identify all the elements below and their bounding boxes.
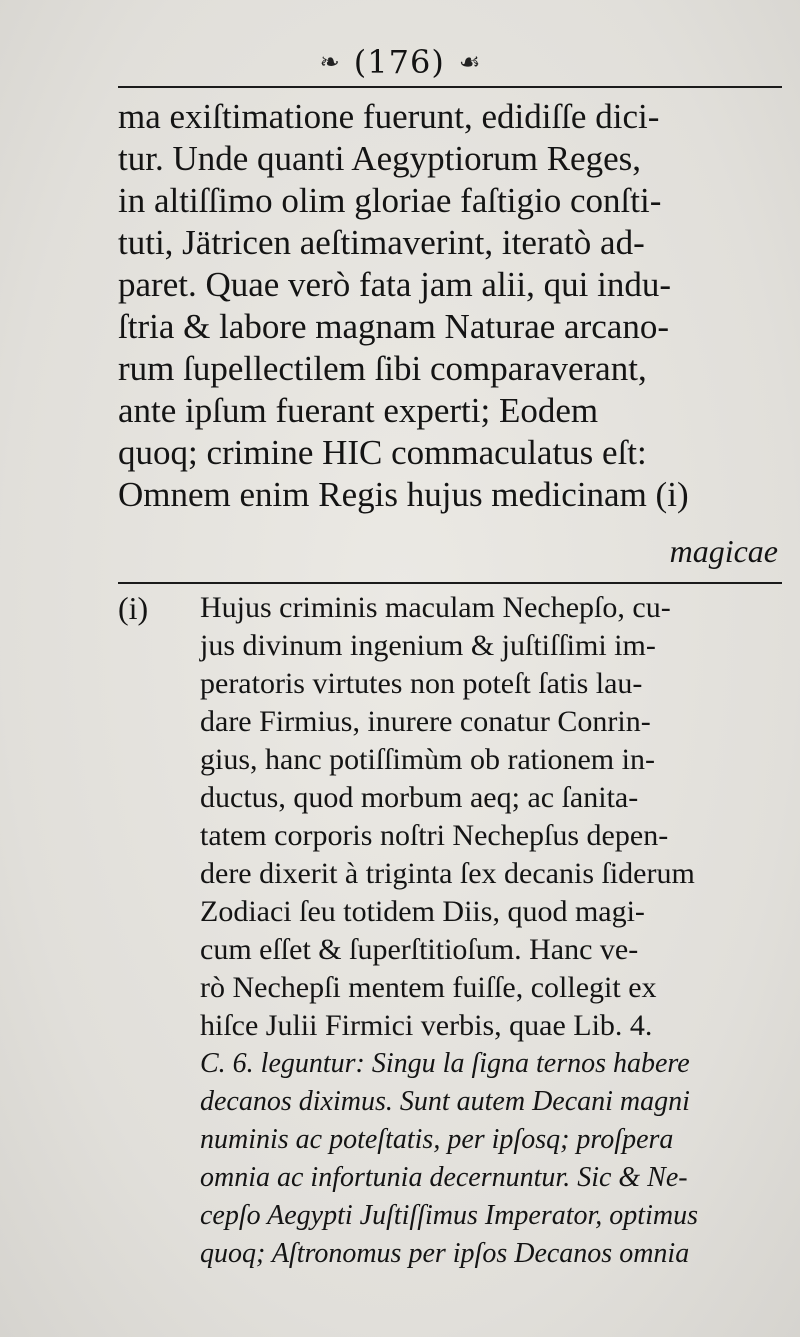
footnote-line: decanos diximus. Sunt autem Decani magni bbox=[200, 1086, 690, 1117]
footnote-line: C. 6. leguntur: Singu la ſigna ternos habere bbox=[200, 1048, 690, 1079]
footnote-line: peratoris virtutes non poteſt ſatis lau- bbox=[200, 667, 643, 700]
footnote-line: dere dixerit à triginta ſex decanis ſiderum bbox=[200, 857, 695, 890]
footnote-line: ductus, quod morbum aeq; ac ſanita- bbox=[200, 781, 639, 814]
footnote-line: dare Firmius, inurere conatur Conrin- bbox=[200, 705, 651, 738]
footnote-line: jus divinum ingenium & juſtiſſimi im- bbox=[200, 629, 656, 662]
page-header bbox=[0, 42, 800, 82]
header-rule bbox=[118, 86, 782, 88]
footnote-line: tatem corporis noſtri Nechepſus depen- bbox=[200, 819, 669, 852]
footnote-marker: (i) bbox=[118, 590, 149, 626]
footnote-line: quoq; Aſtronomus per ipſos Decanos omnia bbox=[200, 1238, 690, 1269]
ornament-right: ☙ bbox=[458, 48, 481, 76]
footnote-line: Hujus criminis maculam Nechepſo, cu- bbox=[200, 591, 671, 624]
text-line: in altiſſimo olim gloriae faſtigio conſti- bbox=[118, 181, 662, 220]
text-line: ma exiſtimatione fuerunt, edidiſſe dici- bbox=[118, 97, 660, 136]
text-line: tur. Unde quanti Aegyptiorum Reges, bbox=[118, 139, 641, 178]
footnote-line: cum eſſet & ſuperſtitioſum. Hanc ve- bbox=[200, 933, 639, 966]
text-line: quoq; crimine HIC commaculatus eſt: bbox=[118, 433, 647, 472]
footnote-line: omnia ac infortunia decernuntur. Sic & Ne- bbox=[200, 1162, 688, 1193]
footnote-rule bbox=[118, 582, 782, 584]
text-line: Omnem enim Regis hujus medicinam (i) bbox=[118, 475, 689, 514]
ornament-left: ❧ bbox=[319, 48, 340, 76]
text-line: ante ipſum fuerant experti; Eodem bbox=[118, 391, 599, 430]
text-line: ſtria & labore magnam Naturae arcano- bbox=[118, 307, 669, 346]
text-line: rum ſupellectilem ſibi comparaverant, bbox=[118, 349, 647, 388]
footnote-line: rò Nechepſi mentem fuiſſe, collegit ex bbox=[200, 971, 657, 1004]
footnote-line: hiſce Julii Firmici verbis, quae Lib. 4. bbox=[200, 1009, 653, 1042]
footnote-line: numinis ac poteſtatis, per ipſosq; proſpera bbox=[200, 1124, 674, 1155]
footnote-line: Zodiaci ſeu totidem Diis, quod magi- bbox=[200, 895, 645, 928]
footnote-line: cepſo Aegypti Juſtiſſimus Imperator, optimus bbox=[200, 1200, 698, 1231]
catchword: magicae bbox=[669, 533, 778, 569]
text-line: tuti, Jätricen aeſtimaverint, iteratò ad- bbox=[118, 223, 645, 262]
page-number: (176) bbox=[353, 43, 445, 81]
text-line: paret. Quae verò fata jam alii, qui indu- bbox=[118, 265, 671, 304]
footnote-line: gius, hanc potiſſimùm ob rationem in- bbox=[200, 743, 655, 776]
